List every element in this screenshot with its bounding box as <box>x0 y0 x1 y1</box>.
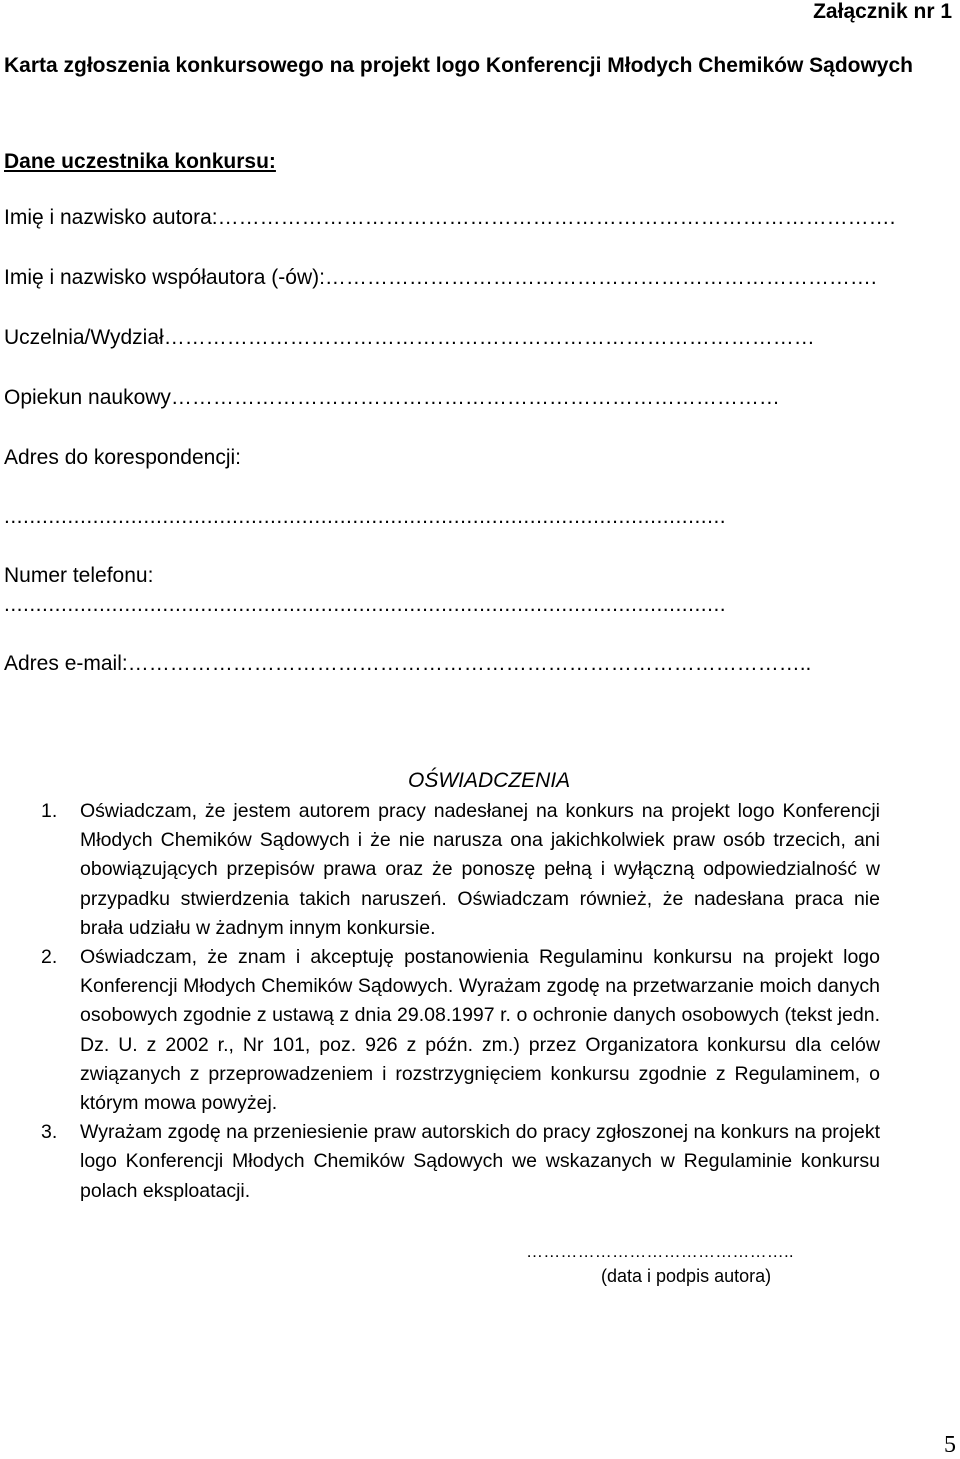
form-title: Karta zgłoszenia konkursowego na projekt logo Konferencji Młodych Chemików Sądowych <box>4 54 913 77</box>
statement-text: Wyrażam zgodę na przeniesienie praw autorskich do pracy zgłoszonej na konkurs na projekt logo Konferencji Młodych Chemików Sądowych we wskazanych w Regulaminie konkursu polach eksploatacji. <box>80 1121 880 1202</box>
participant-section-heading: Dane uczestnika konkursu: <box>4 150 276 173</box>
address-dots: .................................................................................................................. <box>4 505 727 528</box>
statement-number: 1. <box>41 800 58 822</box>
statements-list <box>0 797 960 1206</box>
address-label: Adres do korespondencji: <box>4 446 241 469</box>
statement-text: Oświadczam, że znam i akceptuję postanowienia Regulaminu konkursu na projekt logo Konferencji Młodych Chemików Sądowych. Wyrażam zgodę na przetwarzanie moich danych osobowych zgodnie z ustawą z dnia 29.08.1997 r. o ochronie danych osobowych (tekst jedn. Dz. U. z 2002 r., Nr 101, poz. 926 z późn. zm.) przez Organizatora konkursu dla celów związanych z przeprowadzeniem i rozstrzygnięciem konkursu zgodnie z Regulaminem, o którym mowa powyżej. <box>80 946 880 1115</box>
signature-label: (data i podpis autora) <box>601 1266 772 1286</box>
statement-item <box>0 1118 880 1206</box>
statement-number: 2. <box>41 946 58 969</box>
annex-label: Załącznik nr 1 <box>813 0 952 23</box>
supervisor-field: Opiekun naukowy…………………………………………………………………………… <box>4 386 780 409</box>
statement-item <box>0 943 880 1118</box>
statement-item <box>0 797 880 943</box>
author-name-field: Imię i nazwisko autora:……………………………………………………………………………………. <box>4 206 896 229</box>
email-field: Adres e-mail:…………………………………………………………………………………….. <box>4 652 812 675</box>
statements-heading: OŚWIADCZENIA <box>408 769 571 792</box>
university-field: Uczelnia/Wydział………………………………………………………………………………… <box>4 326 815 349</box>
phone-label: Numer telefonu: <box>4 564 154 587</box>
statement-text: Oświadczam, że jestem autorem pracy nadesłanej na konkurs na projekt logo Konferencji Młodych Chemików Sądowych i że nie narusza ona jakichkolwiek praw osób trzecich, ani obowiązujących przepisów prawa oraz że ponoszę pełną i wyłączną odpowiedzialność w przypadku stwierdzenia takich naruszeń. Oświadczam również, że nadesłana praca nie brała udziału w żadnym innym konkursie. <box>80 800 880 939</box>
page-number: 5 <box>944 1432 956 1458</box>
phone-dots: .................................................................................................................. <box>4 593 727 616</box>
coauthor-name-field: Imię i nazwisko współautora (-ów):……………………………………………………………………. <box>4 266 877 289</box>
statement-number: 3. <box>41 1121 58 1144</box>
signature-dots: ……………………………………….. <box>526 1242 794 1261</box>
